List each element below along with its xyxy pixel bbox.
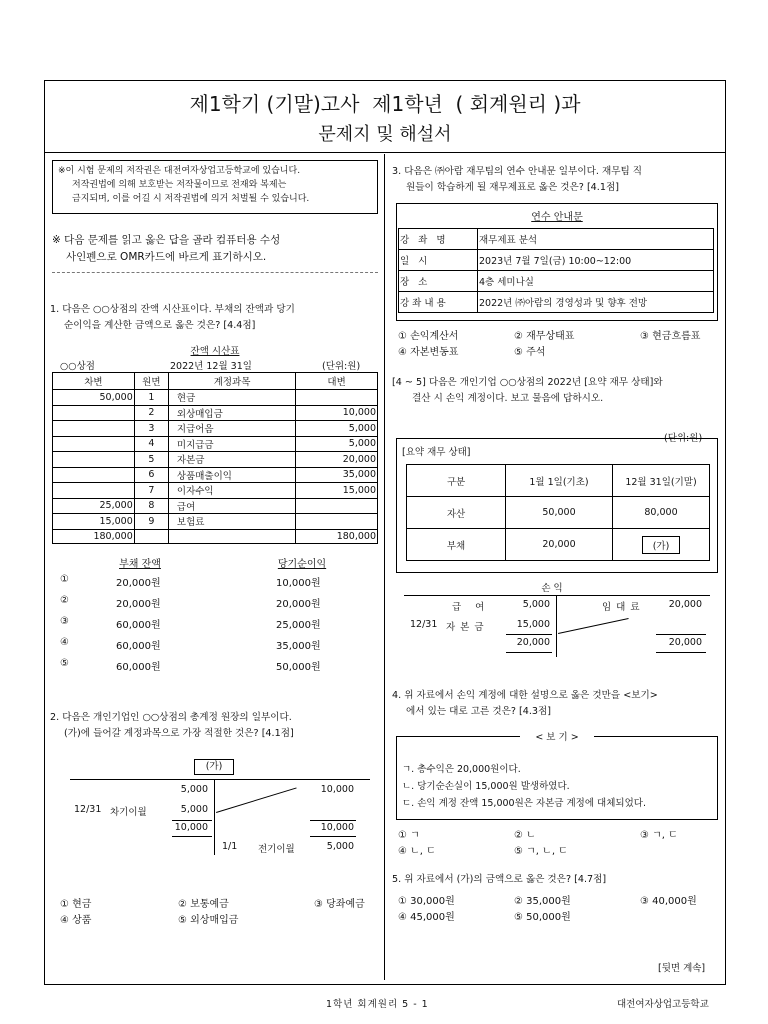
q1-option-2-income: 20,000원 xyxy=(276,599,321,610)
q1-option-4-liability: 60,000원 xyxy=(116,641,161,652)
q3-option-4[interactable]: ④ 자본변동표 xyxy=(398,347,459,358)
q1-option-1-liability: 20,000원 xyxy=(116,578,161,589)
q2-option-5[interactable]: ⑤ 외상매입금 xyxy=(178,915,239,926)
question-4-5-intro: [4 ~ 5] 다음은 개인기업 ○○상점의 2022년 [요약 재무 상태]와 결산 시 손익 계정이다. 보고 물음에 답하시오. xyxy=(392,377,663,404)
blank-ga-box: (가) xyxy=(642,536,681,554)
q2-option-3[interactable]: ③ 당좌예금 xyxy=(314,899,365,910)
exam-title: 제1학기 (기말)고사 제1학년 ( 회계원리 )과 xyxy=(189,92,581,116)
q3-option-1[interactable]: ① 손익계산서 xyxy=(398,331,459,342)
q5-option-5[interactable]: ⑤ 50,000원 xyxy=(514,912,571,923)
instruction: ※ 다음 문제를 읽고 옳은 답을 골라 컴퓨터용 수성 사인펜으로 OMR카드에 바르게 표기하시오. xyxy=(52,234,281,263)
q2-option-4[interactable]: ④ 상품 xyxy=(60,915,92,926)
view-item-1: ㄱ. 총수익은 20,000원이다. xyxy=(402,764,521,775)
question-5: 5. 위 자료에서 (가)의 금액으로 옳은 것은? [4.7점] xyxy=(392,874,607,885)
q1-option-4-num[interactable]: ④ xyxy=(60,637,69,648)
q5-option-3[interactable]: ③ 40,000원 xyxy=(640,896,697,907)
trial-balance-table: 차변 원면 계정과목 대변 50,000 1 현금 2 외상매입금 10,000 3 지급어음 5,000 4 미지급금 5,000 5 자본금 20,000 6 상품매출이익 35,000 7 이자수익 15,000 25,000 8 급여 15,000 9 보험료 180,000 180,000 xyxy=(52,372,378,544)
q3-option-2[interactable]: ② 재무상태표 xyxy=(514,331,575,342)
table-row: 25,000 8 급여 xyxy=(53,498,378,514)
q5-option-4[interactable]: ④ 45,000원 xyxy=(398,912,455,923)
q2-option-1[interactable]: ① 현금 xyxy=(60,899,92,910)
footer-page: 1학년 회계원리 5 - 1 xyxy=(326,999,429,1010)
financial-summary-table: 구분 1월 1일(기초) 12월 31일(기말) 자산 50,000 80,000 부채 20,000 (가) xyxy=(406,464,710,561)
view-item-2: ㄴ. 당기순손실이 15,000원 발생하였다. xyxy=(402,781,570,792)
q4-option-4[interactable]: ④ ㄴ, ㄷ xyxy=(398,846,436,857)
training-table: 강좌명 재무제표 분석 일시 2023년 7월 7일(금) 10:00~12:00 장소 4층 세미나실 강좌내용 2022년 ㈜아람의 경영성과 및 향후 전망 xyxy=(398,228,714,313)
question-2: 2. 다음은 개인기업인 ○○상점의 총계정 원장의 일부이다. (가)에 들어갈 계정과목으로 가장 적절한 것은? [4.1점] xyxy=(50,712,294,739)
trial-balance-title: 잔액 시산표 xyxy=(190,346,240,357)
table-row: 2 외상매입금 10,000 xyxy=(53,405,378,421)
table-row: 6 상품매출이익 35,000 xyxy=(53,467,378,483)
q1-option-5-income: 50,000원 xyxy=(276,662,321,673)
question-4: 4. 위 자료에서 손익 계정에 대한 설명으로 옳은 것만을 <보기> 에서 있는 대로 고른 것은? [4.3점] xyxy=(392,690,658,717)
q4-option-2[interactable]: ② ㄴ xyxy=(514,830,536,841)
pl-account-title: 손 익 xyxy=(541,583,563,594)
q1-option-2-num[interactable]: ② xyxy=(60,595,69,606)
table-row: 15,000 9 보험료 xyxy=(53,514,378,530)
q3-option-3[interactable]: ③ 현금흐름표 xyxy=(640,331,701,342)
q1-option-1-num[interactable]: ① xyxy=(60,574,69,585)
unit-label: (단위:원) xyxy=(322,361,361,372)
q1-option-3-liability: 60,000원 xyxy=(116,620,161,631)
copyright-notice: ※이 시험 문제의 저작권은 대전여자상업고등학교에 있습니다. 저작권법에 의해 보호받는 저작물이므로 전재와 복제는 금지되며, 이를 어길 시 저작권법에 의거 처벌될 수 있습니다. xyxy=(52,160,378,214)
store-name: ○○상점 xyxy=(60,361,95,372)
col-net-income: 당기순이익 xyxy=(277,559,327,570)
q4-option-3[interactable]: ③ ㄱ, ㄷ xyxy=(640,830,678,841)
question-3: 3. 다음은 ㈜아람 재무팀의 연수 안내문 일부이다. 재무팀 직 원들이 학습하게 될 재무제표로 옳은 것은? [4.1점] xyxy=(392,166,643,193)
header-divider xyxy=(44,152,726,153)
dashed-divider xyxy=(52,272,378,273)
footer-school: 대전여자상업고등학교 xyxy=(617,999,709,1010)
question-1: 1. 다음은 ○○상점의 잔액 시산표이다. 부채의 잔액과 당기 순이익을 계산한 금액으로 옳은 것은? [4.4점] xyxy=(50,304,295,331)
q5-option-1[interactable]: ① 30,000원 xyxy=(398,896,455,907)
table-row: 50,000 1 현금 xyxy=(53,390,378,406)
column-divider xyxy=(384,154,385,980)
trial-balance-date: 2022년 12월 31일 xyxy=(170,361,252,372)
q1-option-5-liability: 60,000원 xyxy=(116,662,161,673)
account-name-box: (가) xyxy=(194,759,234,775)
table-row: 5 자본금 20,000 xyxy=(53,452,378,468)
table-row: 7 이자수익 15,000 xyxy=(53,483,378,499)
table-row: 3 지급어음 5,000 xyxy=(53,421,378,437)
q2-option-2[interactable]: ② 보통예금 xyxy=(178,899,229,910)
q3-option-5[interactable]: ⑤ 주석 xyxy=(514,347,546,358)
q4-option-5[interactable]: ⑤ ㄱ, ㄴ, ㄷ xyxy=(514,846,568,857)
q4-option-1[interactable]: ① ㄱ xyxy=(398,830,420,841)
continue-note: [뒷면 계속] xyxy=(658,963,706,974)
q5-option-2[interactable]: ② 35,000원 xyxy=(514,896,571,907)
q1-option-4-income: 35,000원 xyxy=(276,641,321,652)
q1-option-1-income: 10,000원 xyxy=(276,578,321,589)
exam-subtitle: 문제지 및 해설서 xyxy=(318,124,452,145)
table-row: 4 미지급금 5,000 xyxy=(53,436,378,452)
q1-option-3-income: 25,000원 xyxy=(276,620,321,631)
q1-option-3-num[interactable]: ③ xyxy=(60,616,69,627)
view-item-3: ㄷ. 손익 계정 잔액 15,000원은 자본금 계정에 대체되었다. xyxy=(402,798,646,809)
col-liability: 부채 잔액 xyxy=(119,559,161,570)
q1-option-2-liability: 20,000원 xyxy=(116,599,161,610)
q1-option-5-num[interactable]: ⑤ xyxy=(60,658,69,669)
